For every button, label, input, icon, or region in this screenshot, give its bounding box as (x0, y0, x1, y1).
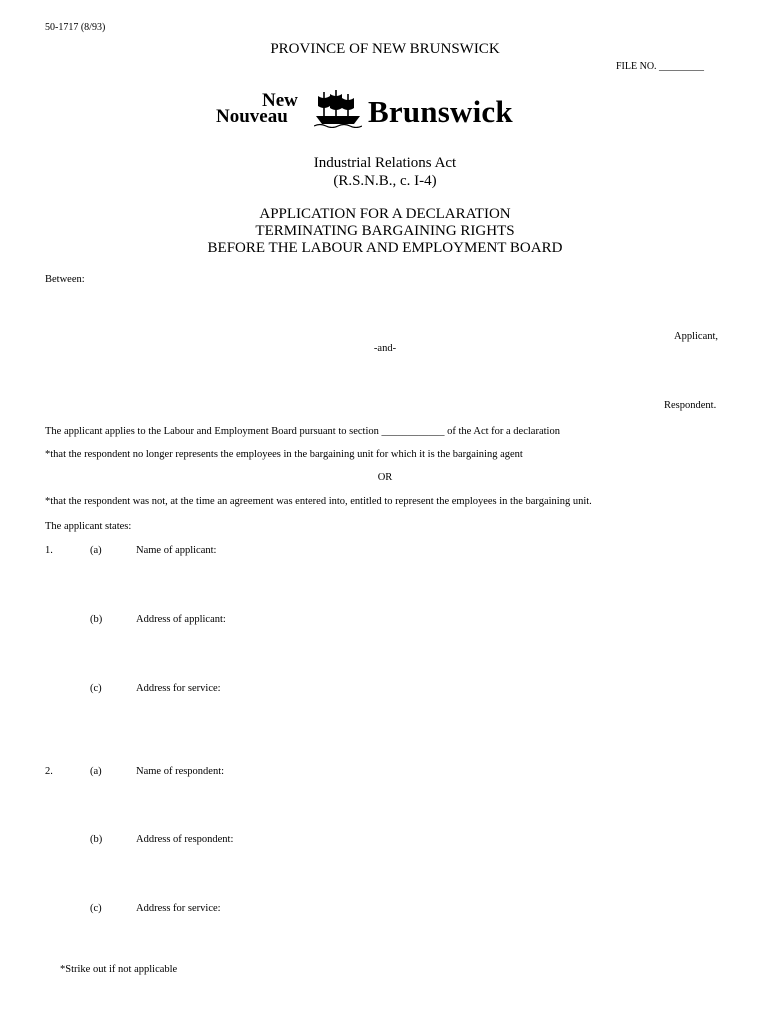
address-of-respondent-label: Address of respondent: (136, 834, 234, 845)
section-2-number: 2. (45, 766, 53, 777)
form-number: 50-1717 (8/93) (45, 22, 106, 33)
applicant-service-address-label: Address for service: (136, 683, 221, 694)
application-title-line-2: TERMINATING BARGAINING RIGHTS (255, 223, 515, 239)
section-1a-letter: (a) (90, 545, 102, 556)
act-name: Industrial Relations Act (313, 155, 457, 171)
applicant-states-label: The applicant states: (45, 521, 132, 532)
option-no-longer-represents: *that the respondent no longer represents the employees in the bargaining unit for which it is the bargaining agent (45, 449, 523, 460)
section-2b-letter: (b) (90, 834, 103, 845)
or-separator: OR (377, 472, 393, 483)
ship-icon (314, 90, 362, 128)
application-title-line-3: BEFORE THE LABOUR AND EMPLOYMENT BOARD (207, 240, 563, 256)
new-brunswick-logo (216, 90, 546, 130)
address-of-applicant-label: Address of applicant: (136, 614, 226, 625)
and-separator: -and- (373, 343, 397, 354)
name-of-applicant-label: Name of applicant: (136, 545, 217, 556)
section-2c-letter: (c) (90, 903, 102, 914)
applicant-label: Applicant, (674, 331, 719, 342)
footnote: *Strike out if not applicable (60, 964, 178, 975)
section-1c-letter: (c) (90, 683, 102, 694)
section-1b-letter: (b) (90, 614, 103, 625)
respondent-label: Respondent. (664, 400, 717, 411)
section-1-number: 1. (45, 545, 53, 556)
name-of-respondent-label: Name of respondent: (136, 766, 225, 777)
act-citation: (R.S.N.B., c. I-4) (333, 173, 437, 189)
province-title: PROVINCE OF NEW BRUNSWICK (270, 41, 500, 57)
respondent-service-address-label: Address for service: (136, 903, 221, 914)
section-2a-letter: (a) (90, 766, 102, 777)
logo-nouveau-text: Nouveau (216, 106, 288, 127)
file-number-field[interactable]: FILE NO. _________ (616, 61, 705, 72)
option-was-not-entitled: *that the respondent was not, at the time an agreement was entered into, entitled to represent the employees in the bargaining unit. (45, 496, 592, 507)
logo-new-text: New (262, 90, 298, 111)
application-statement: The applicant applies to the Labour and Employment Board pursuant to section ____________ of the Act for a declaration (45, 426, 560, 437)
logo-brunswick-text: Brunswick (368, 94, 513, 129)
between-label: Between: (45, 274, 85, 285)
application-title-line-1: APPLICATION FOR A DECLARATION (259, 206, 511, 222)
